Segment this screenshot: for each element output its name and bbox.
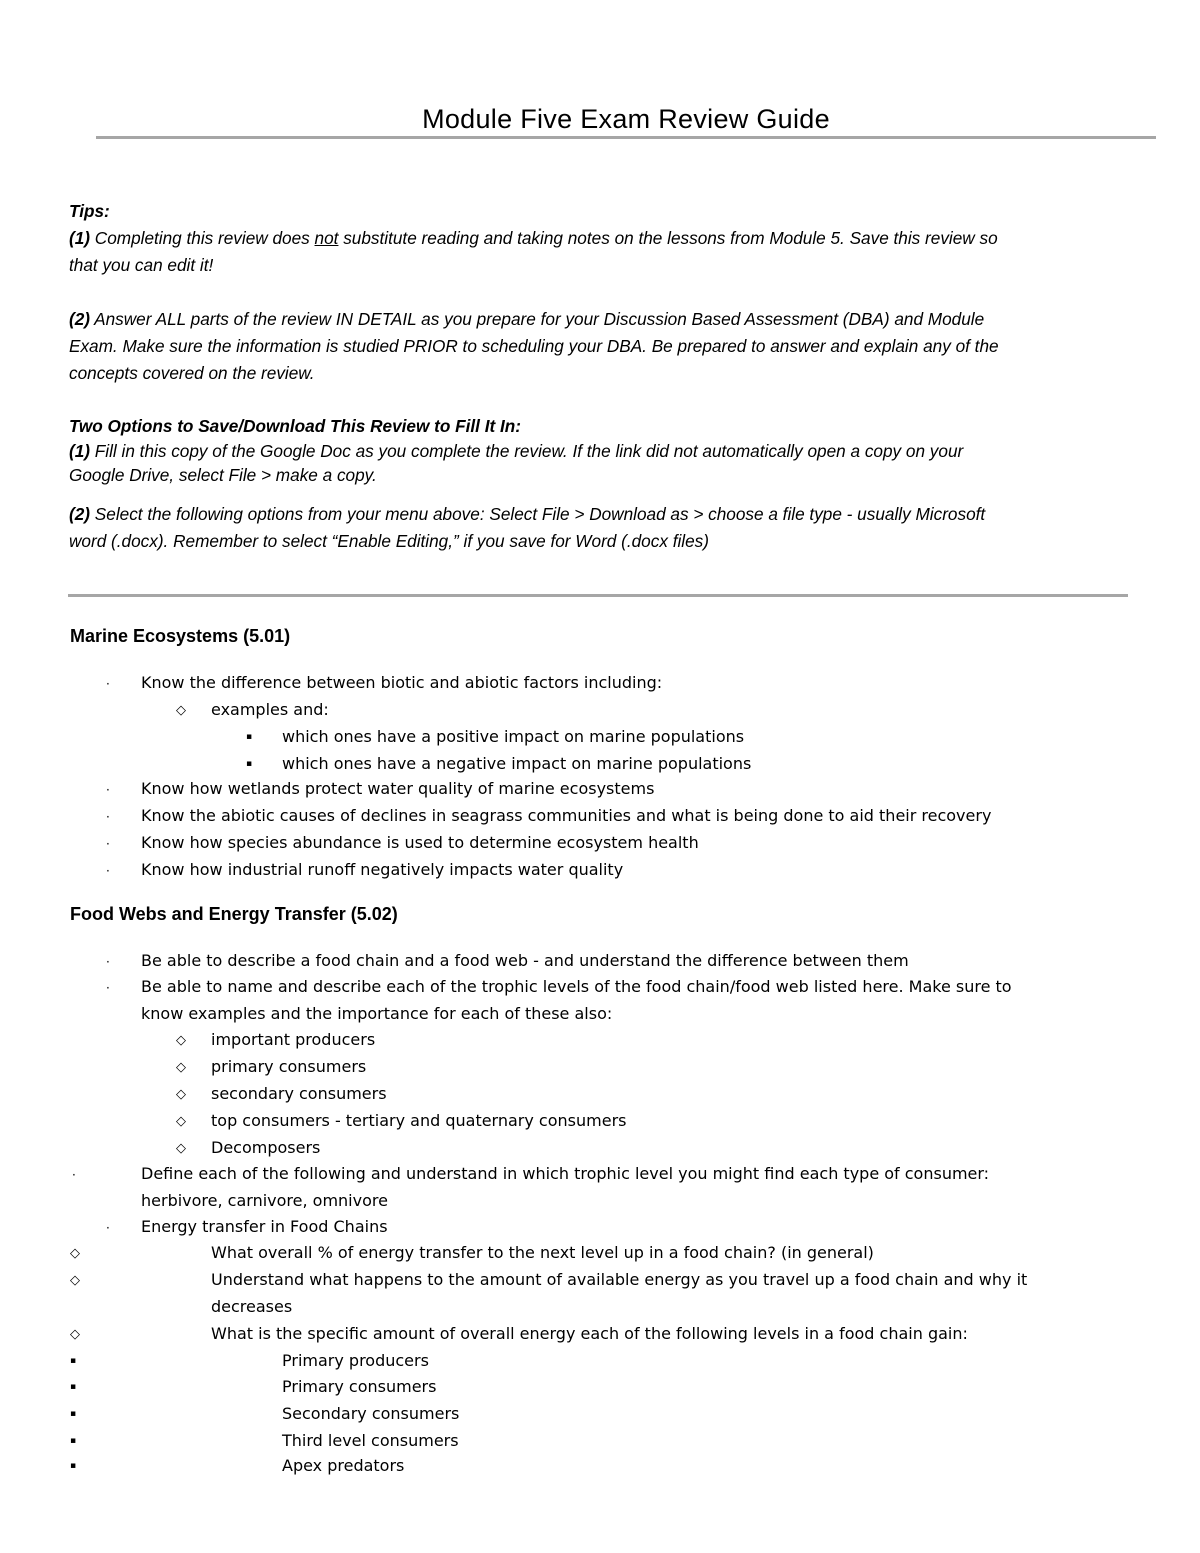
list-item: Know how industrial runoff negatively impacts water quality xyxy=(141,860,624,879)
tip-1-number: (1) xyxy=(69,228,91,248)
options-heading: Two Options to Save/Download This Review to Fill It In: xyxy=(69,416,521,436)
bullet-square-icon: ▪ xyxy=(70,1356,77,1366)
bullet-dot-icon: · xyxy=(106,1221,110,1235)
list-item: examples and: xyxy=(211,700,329,719)
tips-block xyxy=(69,198,1131,555)
list-item: Energy transfer in Food Chains xyxy=(141,1217,388,1236)
bullet-square-icon: ▪ xyxy=(70,1382,77,1392)
option-2-text-a: Select the following options from your menu above: Select File > Download as > choose a file type - usually Microsoft xyxy=(90,504,986,524)
bullet-square-icon: ▪ xyxy=(246,732,253,742)
list-item: Primary producers xyxy=(282,1351,429,1370)
bullet-square-icon: ▪ xyxy=(246,759,253,769)
list-item: secondary consumers xyxy=(211,1084,387,1103)
list-item-continued: herbivore, carnivore, omnivore xyxy=(141,1191,388,1210)
option-1-text-b: Google Drive, select File > make a copy. xyxy=(69,465,377,485)
bullet-diamond-icon: ◇ xyxy=(70,1327,80,1342)
page-title: Module Five Exam Review Guide xyxy=(422,104,830,134)
bullet-diamond-icon: ◇ xyxy=(176,703,186,718)
bullet-square-icon: ▪ xyxy=(70,1436,77,1446)
section-heading-food-webs: Food Webs and Energy Transfer (5.02) xyxy=(70,904,398,924)
option-1 xyxy=(69,439,1131,487)
tips-label: Tips: xyxy=(69,201,110,221)
tip-2-text-c: concepts covered on the review. xyxy=(69,363,315,383)
list-item: Understand what happens to the amount of available energy as you travel up a food chain and why it xyxy=(211,1270,1028,1289)
list-item: Know the abiotic causes of declines in seagrass communities and what is being done to aid their recovery xyxy=(141,806,992,825)
list-item: Third level consumers xyxy=(282,1431,459,1450)
bullet-dot-icon: · xyxy=(106,810,110,824)
option-2-text-b: word (.docx). Remember to select “Enable Editing,” if you save for Word (.docx files) xyxy=(69,531,709,551)
list-item: Know how wetlands protect water quality of marine ecosystems xyxy=(141,779,655,798)
option-2 xyxy=(69,501,1131,555)
tip-1-underlined-word: not xyxy=(314,228,339,248)
tip-1-text-c: that you can edit it! xyxy=(69,255,214,275)
section-heading-marine-ecosystems: Marine Ecosystems (5.01) xyxy=(70,626,291,646)
list-item: Be able to describe a food chain and a food web - and understand the difference between them xyxy=(141,951,909,970)
option-1-number: (1) xyxy=(69,441,91,461)
bullet-diamond-icon: ◇ xyxy=(176,1087,186,1102)
list-item: Know the difference between biotic and abiotic factors including: xyxy=(141,673,663,692)
bullet-diamond-icon: ◇ xyxy=(176,1114,186,1129)
list-item: important producers xyxy=(211,1030,376,1049)
bullet-dot-icon: · xyxy=(106,981,110,995)
list-item: Apex predators xyxy=(282,1456,405,1475)
list-item: Primary consumers xyxy=(282,1377,437,1396)
section-divider xyxy=(68,594,1128,597)
list-item-continued: decreases xyxy=(211,1297,293,1316)
tip-2-text-a: Answer ALL parts of the review IN DETAIL as you prepare for your Discussion Based Assessment (DBA) and Module xyxy=(90,309,985,329)
tip-2 xyxy=(69,306,1131,387)
list-item: Define each of the following and understand in which trophic level you might find each type of consumer: xyxy=(141,1164,990,1183)
list-item: Secondary consumers xyxy=(282,1404,460,1423)
bullet-square-icon: ▪ xyxy=(70,1461,77,1471)
bullet-dot-icon: · xyxy=(106,837,110,851)
bullet-diamond-icon: ◇ xyxy=(176,1033,186,1048)
list-item: primary consumers xyxy=(211,1057,367,1076)
bullet-dot-icon: · xyxy=(72,1168,76,1182)
list-item: What overall % of energy transfer to the next level up in a food chain? (in general) xyxy=(211,1243,874,1262)
list-item: which ones have a negative impact on marine populations xyxy=(282,754,752,773)
list-item: What is the specific amount of overall energy each of the following levels in a food chain gain: xyxy=(211,1324,968,1343)
option-2-number: (2) xyxy=(69,504,91,524)
bullet-dot-icon: · xyxy=(106,955,110,969)
option-1-text-a: Fill in this copy of the Google Doc as you complete the review. If the link did not automatically open a copy on your xyxy=(90,441,964,461)
bullet-diamond-icon: ◇ xyxy=(176,1141,186,1156)
tip-1-text-a: Completing this review does xyxy=(90,228,315,248)
tip-1-text-b: substitute reading and taking notes on the lessons from Module 5. Save this review so xyxy=(338,228,998,248)
tip-1 xyxy=(69,225,1131,279)
bullet-diamond-icon: ◇ xyxy=(70,1246,80,1261)
bullet-diamond-icon: ◇ xyxy=(70,1273,80,1288)
bullet-dot-icon: · xyxy=(106,783,110,797)
list-item: top consumers - tertiary and quaternary consumers xyxy=(211,1111,627,1130)
bullet-dot-icon: · xyxy=(106,864,110,878)
list-item: Decomposers xyxy=(211,1138,321,1157)
list-item: Know how species abundance is used to determine ecosystem health xyxy=(141,833,699,852)
tip-2-text-b: Exam. Make sure the information is studied PRIOR to scheduling your DBA. Be prepared to answer and explain any of the xyxy=(69,336,999,356)
list-item-continued: know examples and the importance for each of these also: xyxy=(141,1004,613,1023)
list-item: which ones have a positive impact on marine populations xyxy=(282,727,745,746)
bullet-square-icon: ▪ xyxy=(70,1409,77,1419)
tip-2-number: (2) xyxy=(69,309,91,329)
bullet-dot-icon: · xyxy=(106,677,110,691)
title-divider xyxy=(96,136,1156,139)
list-item: Be able to name and describe each of the trophic levels of the food chain/food web listed here. Make sure to xyxy=(141,977,1012,996)
bullet-diamond-icon: ◇ xyxy=(176,1060,186,1075)
